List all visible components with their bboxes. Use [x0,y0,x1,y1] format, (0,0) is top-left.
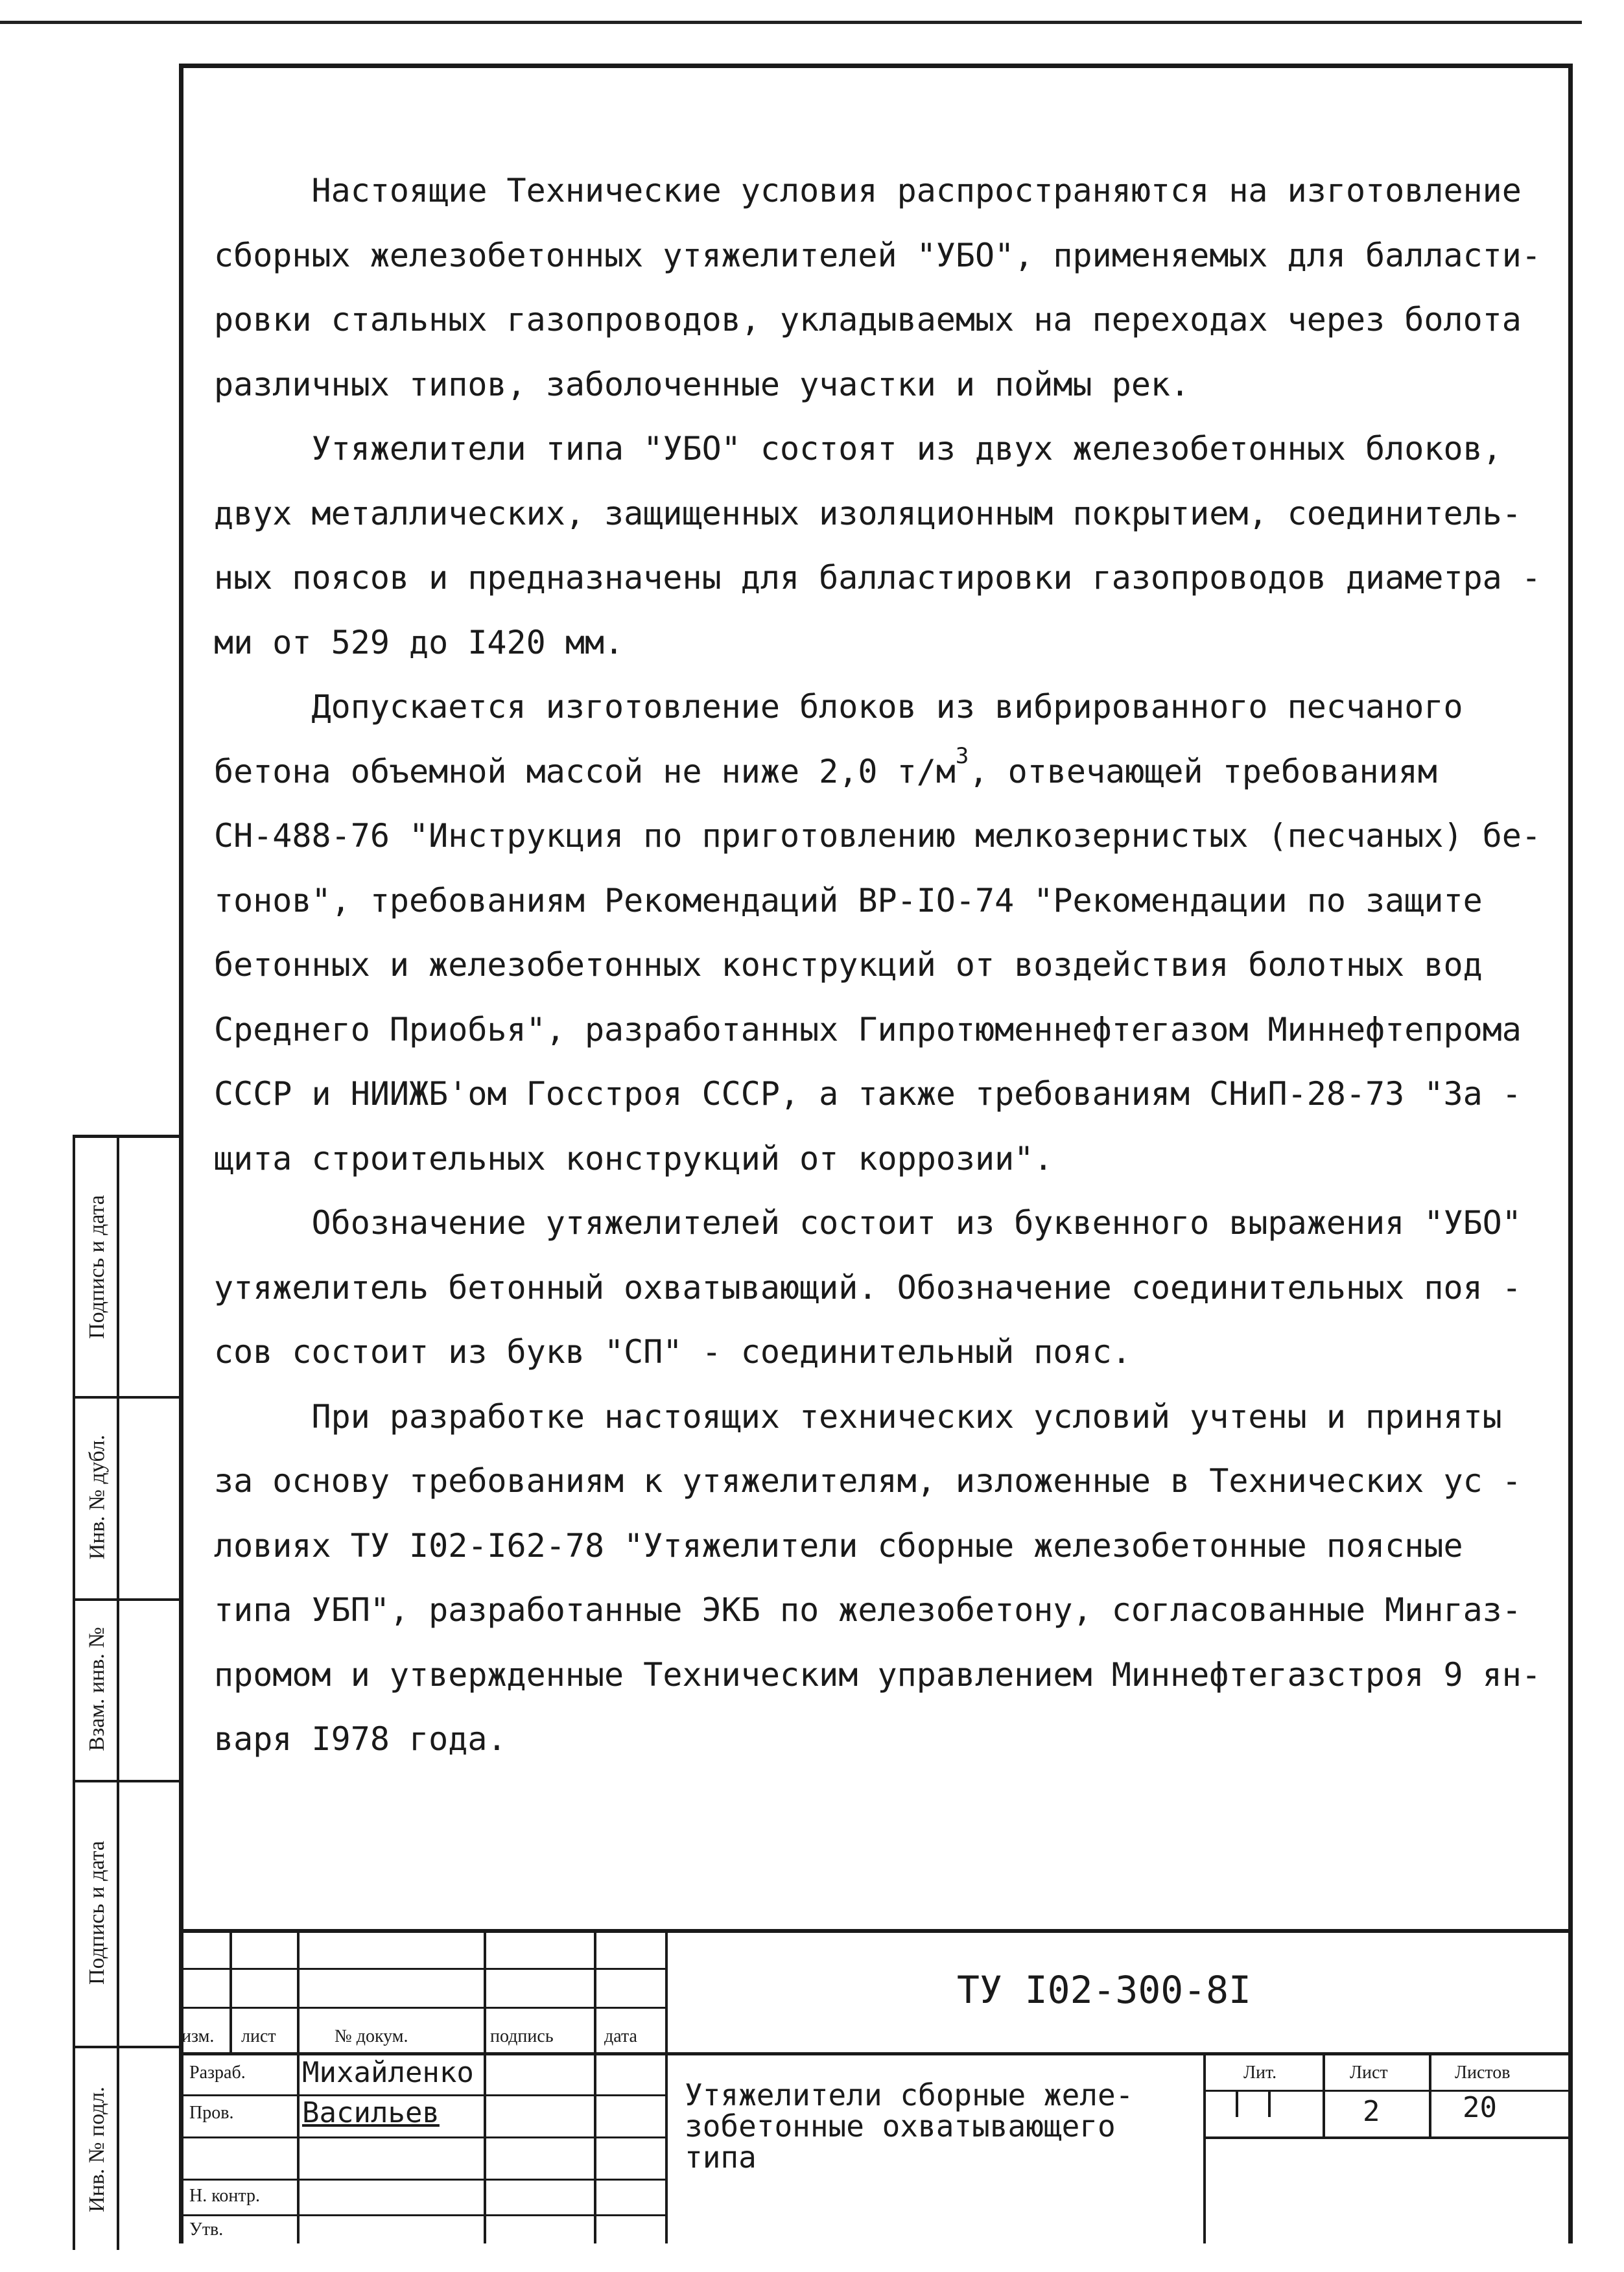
lit-cell-rule [1268,2091,1271,2117]
text-line: ровки стальных газопроводов, укладываемых на переходах через болота [214,301,1522,338]
density-tail: , отвечающей требованиям [969,752,1437,790]
tb-rule [484,1929,486,2243]
text-line: за основу требованиям к утяжелителям, изложенные в Технических ус - [214,1462,1522,1500]
sheets-label: Листов [1455,2063,1511,2083]
title-line: Утяжелители сборные желе- [685,2077,1134,2112]
text-line: ловиях ТУ I02-I62-78 "Утяжелители сборные железобетонные поясные [214,1526,1463,1565]
text-line: ных поясов и предназначены для балластировки газопроводов диаметра - [214,559,1541,597]
text-line: различных типов, заболоченные участки и поймы рек. [214,365,1190,403]
side-label-dup-inv: Инв. № дубл. [85,1434,110,1560]
tb-mid-rule [179,2052,1573,2055]
superscript-3: 3 [955,742,969,769]
text-line-density [214,740,1562,805]
title-line: типа [685,2140,757,2175]
paragraph-1 [214,159,1562,417]
text-line: При разработке настоящих технических условий учтены и приняты [214,1397,1502,1436]
side-stamp-column [73,1135,179,2250]
title-line: зобетонные охватывающего [685,2109,1116,2144]
tb-rule [179,2136,665,2138]
tb-rule [665,1929,668,2243]
side-label-signature-date: Подпись и дата [85,1195,109,1339]
side-label-replace-inv: Взам. инв. № [85,1627,110,1751]
sheet-value: 2 [1363,2095,1380,2128]
text-line: СССР и НИИЖБ'ом Госстроя СССР, а также требованиям СНиП-28-73 "За - [214,1075,1522,1113]
col-date: дата [604,2026,637,2046]
tb-rule [1203,2052,1206,2243]
lit-label: Лит. [1243,2063,1277,2083]
checker-name: Васильев [302,2096,440,2129]
tb-rule [1429,2052,1431,2138]
text-line: Утяжелители типа "УБО" состоят из двух железобетонных блоков, [214,430,1502,467]
col-list: лист [241,2026,276,2046]
tb-rule [179,2179,665,2181]
side-divider [117,1138,119,2250]
side-label-signature-date-2: Подпись и дата [85,1841,109,1985]
text-line: тонов", требованиям Рекомендаций ВР-IO-74 "Рекомендации по защите [214,881,1483,919]
text-line: Настоящие Технические условия распространяются на изготовление [214,172,1522,209]
doc-title [685,2079,1133,2173]
text-line: сов состоит из букв "СП" - соединительный пояс. [214,1333,1131,1371]
text-line: СН-488-76 "Инструкция по приготовлению мелкозернистых (песчаных) бе- [214,817,1541,855]
text-line: ми от 529 до I420 мм. [214,623,624,661]
text-line: утяжелитель бетонный охватывающий. Обозначение соединительных поя - [214,1268,1522,1307]
title-block [179,1929,1573,2243]
density-text: бетона объемной массой не ниже 2,0 т/м [214,752,956,790]
document-body [214,159,1562,1772]
tb-top-rule [179,1929,1573,1933]
tb-rule [179,1968,665,1970]
top-rule [0,21,1582,24]
sheets-value: 20 [1463,2091,1497,2124]
tb-rule [594,1929,596,2243]
text-line: двух металлических, защищенных изоляционным покрытием, соединитель- [214,494,1522,532]
tb-rule [179,2007,665,2009]
paragraph-4 [214,1191,1562,1385]
text-line: сборных железобетонных утяжелителей "УБО", применяемых для балласти- [214,236,1541,274]
paragraph-3 [214,675,1562,1191]
sheet-label: Лист [1350,2063,1388,2083]
paragraph-2 [214,417,1562,675]
tb-rule [297,1929,300,2243]
role-norm-control: Н. контр. [189,2186,260,2206]
col-signature: подпись [490,2026,554,2046]
text-line: Обозначение утяжелителей состоит из буквенного выражения "УБО" [214,1204,1522,1242]
text-line: Допускается изготовление блоков из вибрированного песчаного [214,688,1463,726]
role-approved: Утв. [189,2219,224,2240]
tb-rule [1203,2136,1573,2139]
text-line: варя I978 года. [214,1720,507,1758]
text-line: типа УБП", разработанные ЭКБ по железобетону, согласованные Мингаз- [214,1591,1522,1629]
role-developer: Разраб. [189,2063,246,2083]
tb-rule [179,2214,665,2216]
doc-code: ТУ I02-300-8I [957,1968,1251,2012]
paragraph-5 [214,1385,1562,1772]
tb-rule [1203,2090,1573,2092]
tb-rule [229,1929,232,2055]
role-checked: Пров. [189,2103,234,2123]
text-line: промом и утвержденные Техническим управлением Миннефтегазстроя 9 ян- [214,1655,1541,1694]
col-izm: изм. [182,2026,215,2046]
side-label-orig-inv: Инв. № подл. [85,2087,110,2212]
lit-cell-rule [1236,2091,1238,2117]
text-line: щита строительных конструкций от коррозии". [214,1139,1053,1177]
text-line: бетонных и железобетонных конструкций от воздействия болотных вод [214,946,1483,984]
tb-rule [1323,2052,1325,2138]
developer-name: Михайленко [302,2056,474,2089]
text-line: Среднего Приобья", разработанных Гипротюменнефтегазом Миннефтепрома [214,1010,1522,1048]
col-doc-no: № докум. [335,2026,408,2046]
